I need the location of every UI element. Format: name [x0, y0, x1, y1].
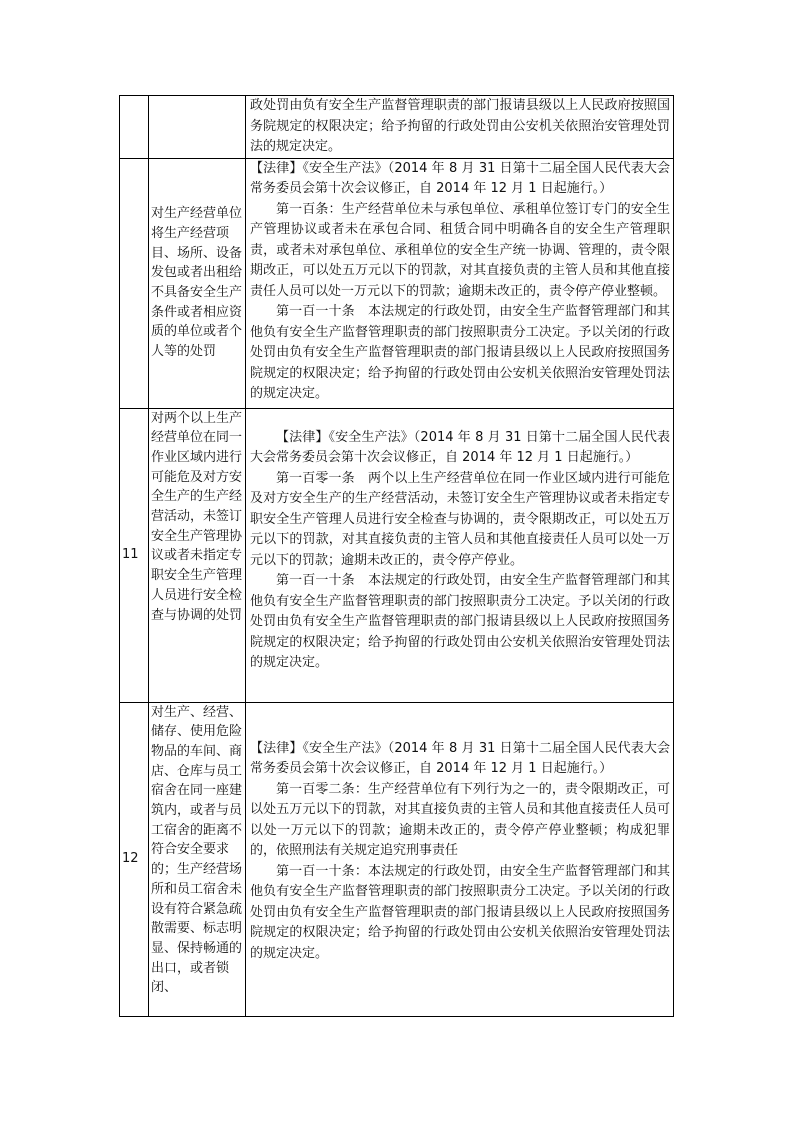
- law-title: 【法律】《安全生产法》（2014 年 8 月 31 日第十二届全国人民代表大会常务委员会第十次会议修正，自 2014 年 12 月 1 日起施行。）: [250, 429, 670, 465]
- legal-basis: [246, 408, 674, 702]
- basis-paragraph: 第一百零一条 两个以上生产经营单位在同一作业区域内进行可能危及对方安全生产的生产经营活动，未签订安全生产管理协议或者未指定专职安全生产管理人员进行安全检查与协调的，责令限期改正，可以处五万元以下的罚款，对其直接负责的主管人员和其他直接责任人员可以处一万元以下的罚款；逾期未改正的，责令停产停业。: [250, 470, 670, 568]
- basis-paragraph: 第一百零二条：生产经营单位有下列行为之一的，责令限期改正，可以处五万元以下的罚款，对其直接负责的主管人员和其他直接责任人员可以处一万元以下的罚款；逾期未改正的，责令停产停业整顿；构成犯罪的，依照刑法有关规定追究刑事责任: [250, 781, 670, 858]
- basis-paragraph: 第一百条：生产经营单位未与承包单位、承租单位签订专门的安全生产管理协议或者未在承包合同、租赁合同中明确各自的安全生产管理职责，或者未对承包单位、承租单位的安全生产统一协调、管理的，责令限期改正，可以处五万元以下的罚款，对其直接负责的主管人员和其他直接责任人员可以处一万元以下的罚款；逾期未改正的，责令停产停业整顿。: [250, 201, 670, 299]
- penalty-table-page: [119, 95, 674, 1017]
- basis-paragraph: 第一百一十条 本法规定的行政处罚，由安全生产监督管理部门和其他负有安全生产监督管理职责的部门按照职责分工决定。予以关闭的行政处罚由负有安全生产监督管理职责的部门报请县级以上人民政府按照国务院规定的权限决定；给予拘留的行政处罚由公安机关依照治安管理处罚法的规定决定。: [250, 304, 670, 401]
- penalty-item: 对生产、经营、储存、使用危险物品的车间、商店、仓库与员工宿舍在同一座建筑内，或者与员工宿舍的距离不符合安全要求的；生产经营场所和员工宿舍未设有符合紧急疏散需要、标志明显、保持畅通的出口，或者锁闭、: [149, 702, 246, 1016]
- basis-paragraph: 第一百一十条：本法规定的行政处罚，由安全生产监督管理部门和其他负有安全生产监督管理职责的部门按照职责分工决定。予以关闭的行政处罚由负有安全生产监督管理职责的部门报请县级以上人民政府按照国务院规定的权限决定；给予拘留的行政处罚由公安机关依照治安管理处罚法的规定决定。: [250, 863, 670, 961]
- table-row: [120, 158, 674, 408]
- row-number: 11: [120, 408, 149, 702]
- legal-basis: [246, 702, 674, 1016]
- penalty-item: 对两个以上生产经营单位在同一作业区域内进行可能危及对方安全生产的生产经营活动，未签订安全生产管理协议或者未指定专职安全生产管理人员进行安全检查与协调的处罚: [149, 408, 246, 702]
- penalty-table: [119, 95, 674, 1017]
- penalty-item: 对生产经营单位将生产经营项目、场所、设备发包或者出租给不具备安全生产条件或者相应资质的单位或者个人等的处罚: [149, 158, 246, 408]
- row-number: 12: [120, 702, 149, 1016]
- law-title: 【法律】《安全生产法》（2014 年 8 月 31 日第十二届全国人民代表大会常务委员会第十次会议修正，自 2014 年 12 月 1 日起施行。）: [250, 740, 670, 776]
- row-number: [120, 96, 149, 159]
- table-row: [120, 96, 674, 159]
- law-title: 【法律】《安全生产法》（2014 年 8 月 31 日第十二届全国人民代表大会常务委员会第十次会议修正，自 2014 年 12 月 1 日起施行。）: [250, 160, 670, 196]
- basis-paragraph: 第一百一十条 本法规定的行政处罚，由安全生产监督管理部门和其他负有安全生产监督管理职责的部门按照职责分工决定。予以关闭的行政处罚由负有安全生产监督管理职责的部门报请县级以上人民政府按照国务院规定的权限决定；给予拘留的行政处罚由公安机关依照治安管理处罚法的规定决定。: [250, 573, 670, 670]
- basis-paragraph: 政处罚由负有安全生产监督管理职责的部门报请县级以上人民政府按照国务院规定的权限决定；给予拘留的行政处罚由公安机关依照治安管理处罚法的规定决定。: [250, 98, 670, 154]
- legal-basis: [246, 96, 674, 159]
- table-row: [120, 702, 674, 1016]
- row-number: [120, 158, 149, 408]
- penalty-item: [149, 96, 246, 159]
- table-row: [120, 408, 674, 702]
- legal-basis: [246, 158, 674, 408]
